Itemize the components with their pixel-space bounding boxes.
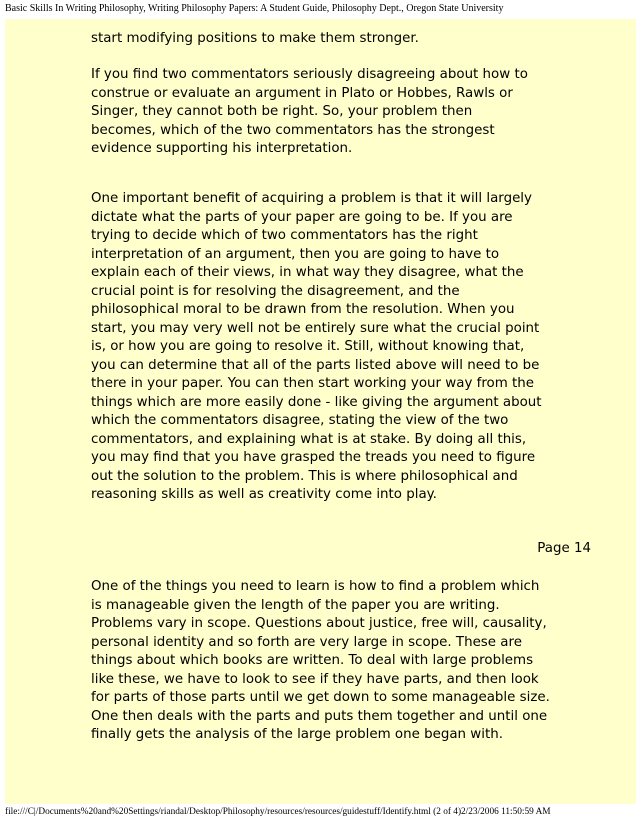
page-content-area <box>5 19 636 804</box>
page-number: Page 14 <box>537 541 591 556</box>
paragraph-3: One important benefit of acquiring a problem is that it will largely dictate what the parts of your paper are going to be. If you are trying to decide which of two commentators has the right interpretation of an argument, then you are going to have to explain each of their views, in what way they disagree, what the crucial point is for resolving the disagreement, and the philosophical moral to be drawn from the resolution. When you start, you may very well not be entirely sure what the crucial point is, or how you are going to resolve it. Still, without knowing that, you can determine that all of the parts listed above will need to be there in your paper. You can then start working your way from the things which are more easily done - like giving the argument about which the commentators disagree, stating the view of the two commentators, and explaining what is at stake. By doing all this, you may find that you have grasped the treads you need to figure out the solution to the problem. This is where philosophical and reasoning skills as well as creativity come into play. <box>91 191 542 502</box>
paragraph-4: One of the things you need to learn is how to find a problem which is manageable given the length of the paper you are writing. Problems vary in scope. Questions about justice, free will, causality, personal identity and so forth are very large in scope. These are things about which books are written. To deal with large problems like these, we have to look to see if they have parts, and then look for parts of those parts until we get down to some manageable size. One then deals with the parts and puts them together and until one finally gets the analysis of the large problem one began with. <box>91 579 550 742</box>
document-header: Basic Skills In Writing Philosophy, Writing Philosophy Papers: A Student Guide, Philosophy Dept., Oregon State University <box>5 3 504 14</box>
paragraph-2: If you find two commentators seriously disagreeing about how to construe or evaluate an argument in Plato or Hobbes, Rawls or Singer, they cannot both be right. So, your problem then becomes, which of the two commentators has the strongest evidence supporting his interpretation. <box>91 67 528 156</box>
paragraph-1: start modifying positions to make them stronger. <box>91 31 419 46</box>
document-footer-path: file:///C|/Documents%20and%20Settings/riandal/Desktop/Philosophy/resources/resources/guidestuff/Identify.html (2 of 4)2/23/2006 11:50:59 AM <box>5 807 551 817</box>
